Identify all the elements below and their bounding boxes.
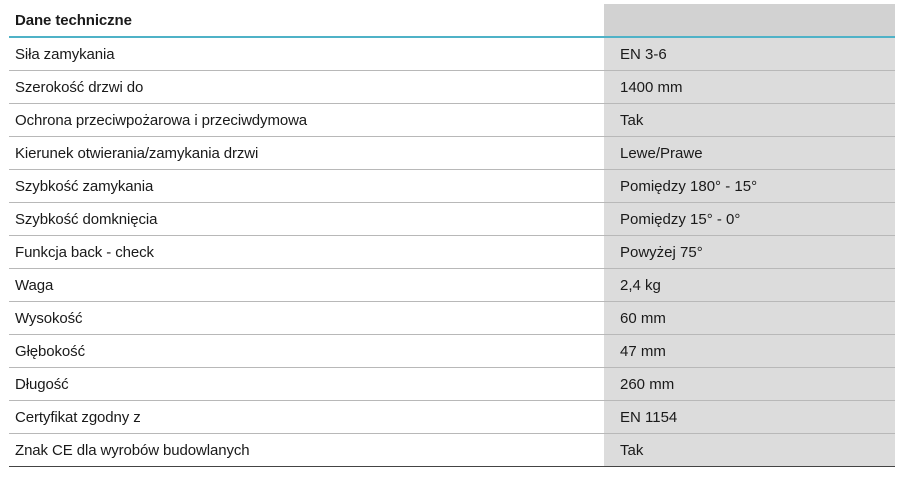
row-label: Szerokość drzwi do <box>15 78 144 96</box>
table-row <box>9 38 895 71</box>
row-label: Kierunek otwierania/zamykania drzwi <box>15 144 259 162</box>
table-row <box>9 401 895 434</box>
table-row <box>9 302 895 335</box>
row-label: Głębokość <box>15 342 85 360</box>
table-row <box>9 203 895 236</box>
row-value: Pomiędzy 180° - 15° <box>604 170 895 202</box>
row-value: 47 mm <box>604 335 895 367</box>
row-label: Szybkość zamykania <box>15 177 154 195</box>
table-row <box>9 236 895 269</box>
row-label: Wysokość <box>15 309 83 327</box>
row-value: 1400 mm <box>604 71 895 103</box>
row-label: Długość <box>15 375 69 393</box>
table-row <box>9 170 895 203</box>
row-value: EN 3-6 <box>604 38 895 70</box>
row-label: Szybkość domknięcia <box>15 210 158 228</box>
row-value: 260 mm <box>604 368 895 400</box>
row-value: 2,4 kg <box>604 269 895 301</box>
table-header-row <box>9 4 895 38</box>
row-label: Funkcja back - check <box>15 243 154 261</box>
table-title: Dane techniczne <box>15 11 132 29</box>
row-value: Lewe/Prawe <box>604 137 895 169</box>
table-row <box>9 104 895 137</box>
table-row <box>9 368 895 401</box>
row-value: Tak <box>604 104 895 136</box>
table-row <box>9 434 895 467</box>
header-value-cell <box>604 4 895 36</box>
row-value: 60 mm <box>604 302 895 334</box>
row-label: Ochrona przeciwpożarowa i przeciwdymowa <box>15 111 308 129</box>
technical-data-table <box>9 4 895 467</box>
row-label: Waga <box>15 276 54 294</box>
table-row <box>9 269 895 302</box>
table-row <box>9 137 895 170</box>
row-value: EN 1154 <box>604 401 895 433</box>
row-label: Znak CE dla wyrobów budowlanych <box>15 441 250 459</box>
table-row <box>9 335 895 368</box>
row-label: Siła zamykania <box>15 45 115 63</box>
table-row <box>9 71 895 104</box>
row-value: Powyżej 75° <box>604 236 895 268</box>
row-label: Certyfikat zgodny z <box>15 408 141 426</box>
row-value: Pomiędzy 15° - 0° <box>604 203 895 235</box>
row-value: Tak <box>604 434 895 466</box>
